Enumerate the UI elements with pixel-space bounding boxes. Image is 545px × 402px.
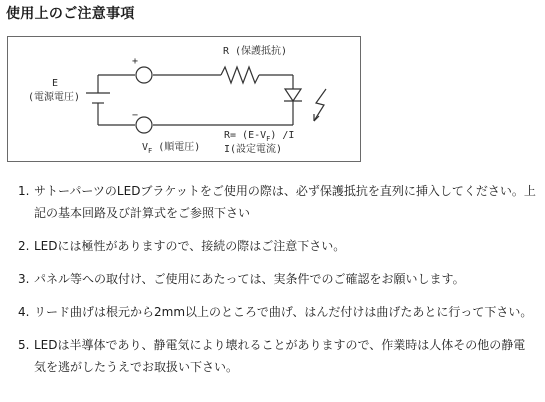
list-item	[0, 301, 545, 323]
list-item-text: サトーパーツのLEDブラケットをご使用の際は、必ず保護抵抗を直列に挿入してください。上記の基本回路及び計算式をご参照下さい	[34, 184, 536, 220]
list-item-number: 5.	[18, 338, 30, 352]
current-label: I(設定電流)	[224, 144, 283, 155]
list-item	[0, 180, 545, 224]
list-item-text: LEDは半導体であり、静電気により壊れることがありますので、作業時は人体その他の静電気を逃がしたうえでお取扱い下さい。	[34, 338, 526, 374]
list-item	[0, 268, 545, 290]
list-item-text: LEDには極性がありますので、接続の際はご注意下さい。	[34, 239, 346, 253]
list-item-text: パネル等への取付け、ご使用にあたっては、実条件でのご確認をお願いします。	[34, 272, 465, 286]
list-item-number: 1.	[18, 184, 30, 198]
e-label: E	[52, 78, 59, 89]
page-title: 使用上のご注意事項	[6, 6, 135, 22]
light-arrow-icon	[314, 89, 326, 121]
list-item	[0, 235, 545, 257]
terminal-bottom	[136, 117, 152, 133]
terminal-top	[136, 67, 152, 83]
resistor-zigzag	[221, 67, 259, 83]
plus-sign: +	[132, 56, 139, 67]
list-item-text: リード曲げは根元から2mm以上のところで曲げ、はんだ付けは曲げたあとに行って下さい。	[34, 305, 533, 319]
list-item-number: 2.	[18, 239, 30, 253]
led-triangle	[285, 89, 301, 101]
list-item-number: 4.	[18, 305, 30, 319]
e-sub-label: (電源電圧)	[28, 92, 81, 103]
minus-sign: −	[132, 110, 139, 121]
notes-list	[0, 180, 545, 389]
resistor-label: R (保護抵抗)	[223, 46, 288, 57]
list-item-number: 3.	[18, 272, 30, 286]
formula-label: $R= (E-V_F)$ /I	[224, 130, 295, 143]
list-item	[0, 334, 545, 378]
circuit-diagram	[7, 36, 361, 162]
vf-label: $V_F$ (順電圧)	[142, 142, 201, 155]
